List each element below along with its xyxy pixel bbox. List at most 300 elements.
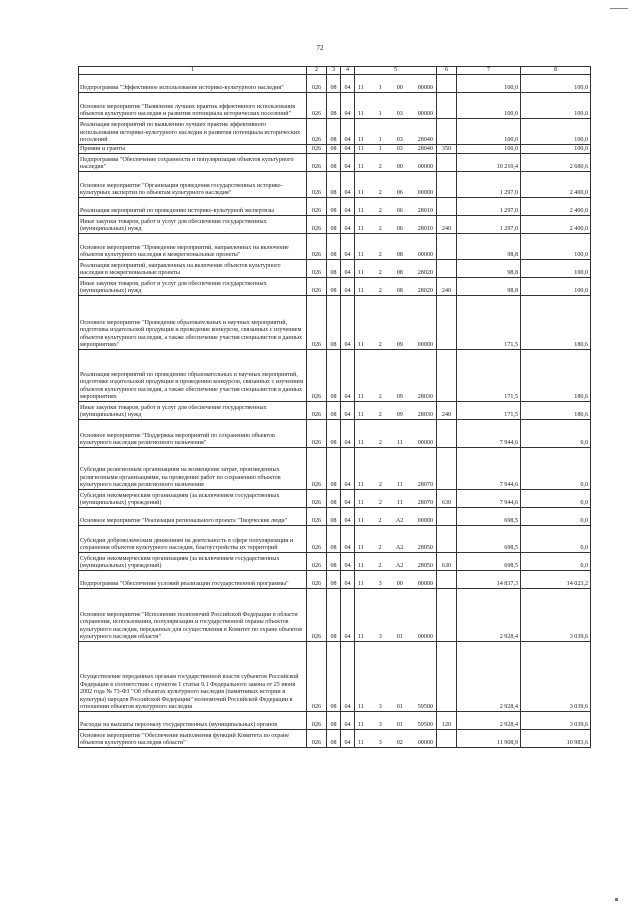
target-article-part: 11 bbox=[358, 440, 364, 446]
cell-ministry-code: 026 bbox=[307, 216, 327, 234]
cell-expense-type bbox=[437, 198, 457, 216]
cell-ministry-code: 026 bbox=[307, 448, 327, 490]
target-article-part: 11 bbox=[358, 394, 364, 400]
cell-expense-type bbox=[437, 93, 457, 119]
target-article-part: 11 bbox=[358, 164, 364, 170]
target-article-part: 2 bbox=[378, 252, 382, 258]
target-article-codes bbox=[356, 164, 435, 171]
cell-expense-type bbox=[437, 75, 457, 93]
target-article-part: А2 bbox=[395, 518, 404, 524]
target-article-codes bbox=[356, 342, 435, 349]
cell-section-code: 08 bbox=[327, 93, 341, 119]
table-row bbox=[79, 119, 591, 145]
target-article-part: 11 bbox=[358, 740, 364, 746]
target-article-part: 00000 bbox=[417, 740, 433, 746]
cell-subsection-code: 04 bbox=[341, 490, 355, 508]
cell-section-code: 08 bbox=[327, 571, 341, 589]
table-row bbox=[79, 278, 591, 296]
table-row bbox=[79, 260, 591, 278]
cell-target-article bbox=[355, 278, 437, 296]
cell-section-code: 08 bbox=[327, 402, 341, 420]
corner-mark bbox=[610, 8, 628, 9]
cell-section-code: 08 bbox=[327, 172, 341, 198]
cell-expense-type bbox=[437, 119, 457, 145]
table-row bbox=[79, 216, 591, 234]
cell-expense-type bbox=[437, 589, 457, 642]
cell-amount-year-2: 2 680,6 bbox=[521, 154, 591, 172]
cell-expense-type bbox=[437, 260, 457, 278]
target-article-codes bbox=[356, 722, 435, 729]
cell-target-article bbox=[355, 526, 437, 553]
target-article-part: 03 bbox=[396, 137, 403, 143]
cell-subsection-code: 04 bbox=[341, 278, 355, 296]
header-col-1: 1 bbox=[79, 67, 307, 75]
cell-amount-year-2: 3 039,6 bbox=[521, 642, 591, 712]
cell-target-article bbox=[355, 350, 437, 402]
cell-subsection-code: 04 bbox=[341, 402, 355, 420]
cell-amount-year-1: 698,5 bbox=[457, 508, 521, 526]
table-row bbox=[79, 508, 591, 526]
cell-subsection-code: 04 bbox=[341, 234, 355, 260]
table-row bbox=[79, 730, 591, 748]
header-col-3: 3 bbox=[327, 67, 341, 75]
target-article-part: 28030 bbox=[417, 412, 433, 418]
table-row bbox=[79, 712, 591, 730]
cell-amount-year-2: 3 039,6 bbox=[521, 589, 591, 642]
cell-amount-year-1: 171,5 bbox=[457, 402, 521, 420]
target-article-part: 00000 bbox=[417, 581, 433, 587]
cell-amount-year-2: 100,0 bbox=[521, 260, 591, 278]
target-article-part: 1 bbox=[378, 111, 382, 117]
cell-section-code: 08 bbox=[327, 490, 341, 508]
target-article-part: 00 bbox=[396, 581, 403, 587]
cell-ministry-code: 026 bbox=[307, 154, 327, 172]
cell-expense-type bbox=[437, 508, 457, 526]
cell-section-code: 08 bbox=[327, 642, 341, 712]
target-article-part: 2 bbox=[378, 394, 382, 400]
target-article-codes bbox=[356, 394, 435, 401]
table-row bbox=[79, 642, 591, 712]
target-article-part: 2 bbox=[378, 563, 382, 569]
cell-target-article bbox=[355, 154, 437, 172]
cell-amount-year-1: 100,0 bbox=[457, 93, 521, 119]
cell-amount-year-2: 0,0 bbox=[521, 490, 591, 508]
cell-amount-year-1: 2 928,4 bbox=[457, 642, 521, 712]
cell-amount-year-1: 698,5 bbox=[457, 526, 521, 553]
target-article-part: 1 bbox=[378, 85, 382, 91]
cell-section-code: 08 bbox=[327, 260, 341, 278]
cell-ministry-code: 026 bbox=[307, 526, 327, 553]
cell-name: Основное мероприятие "Реализация регионального проекта "Творческие люди" bbox=[79, 508, 307, 526]
cell-amount-year-1: 7 944,6 bbox=[457, 448, 521, 490]
cell-subsection-code: 04 bbox=[341, 420, 355, 448]
table-row bbox=[79, 571, 591, 589]
target-article-codes bbox=[356, 634, 435, 641]
cell-target-article bbox=[355, 93, 437, 119]
target-article-part: 11 bbox=[358, 500, 364, 506]
table-row bbox=[79, 75, 591, 93]
cell-target-article bbox=[355, 730, 437, 748]
cell-subsection-code: 04 bbox=[341, 216, 355, 234]
target-article-part: 00000 bbox=[417, 518, 433, 524]
cell-amount-year-1: 100,0 bbox=[457, 119, 521, 145]
target-article-codes bbox=[356, 270, 435, 277]
target-article-part: 1 bbox=[378, 137, 382, 143]
target-article-part: 2 bbox=[378, 500, 382, 506]
cell-amount-year-1: 2 928,4 bbox=[457, 712, 521, 730]
cell-amount-year-1: 14 837,3 bbox=[457, 571, 521, 589]
cell-subsection-code: 04 bbox=[341, 93, 355, 119]
cell-name: Основное мероприятие "Обеспечение выполнения функций Комитета по охране объектов культурного наследия области" bbox=[79, 730, 307, 748]
target-article-part: 01 bbox=[396, 722, 403, 728]
target-article-codes bbox=[356, 146, 435, 153]
cell-subsection-code: 04 bbox=[341, 119, 355, 145]
target-article-part: 09 bbox=[396, 394, 403, 400]
cell-ministry-code: 026 bbox=[307, 93, 327, 119]
cell-ministry-code: 026 bbox=[307, 145, 327, 154]
cell-ministry-code: 026 bbox=[307, 119, 327, 145]
cell-subsection-code: 04 bbox=[341, 642, 355, 712]
cell-subsection-code: 04 bbox=[341, 712, 355, 730]
cell-expense-type bbox=[437, 234, 457, 260]
target-article-part: 3 bbox=[378, 581, 382, 587]
cell-section-code: 08 bbox=[327, 119, 341, 145]
target-article-codes bbox=[356, 740, 435, 747]
header-col-8: 8 bbox=[521, 67, 591, 75]
target-article-part: 11 bbox=[358, 482, 364, 488]
target-article-part: 2 bbox=[378, 545, 382, 551]
target-article-part: 3 bbox=[378, 634, 382, 640]
cell-subsection-code: 04 bbox=[341, 145, 355, 154]
target-article-part: 00000 bbox=[417, 164, 433, 170]
cell-ministry-code: 026 bbox=[307, 75, 327, 93]
cell-amount-year-2: 100,0 bbox=[521, 234, 591, 260]
target-article-part: А2 bbox=[395, 545, 404, 551]
target-article-part: 06 bbox=[396, 190, 403, 196]
cell-amount-year-1: 171,5 bbox=[457, 350, 521, 402]
target-article-codes bbox=[356, 545, 435, 552]
target-article-part: 11 bbox=[358, 252, 364, 258]
header-col-6: 6 bbox=[437, 67, 457, 75]
cell-section-code: 08 bbox=[327, 712, 341, 730]
cell-amount-year-2: 0,0 bbox=[521, 420, 591, 448]
cell-amount-year-2: 10 983,6 bbox=[521, 730, 591, 748]
cell-ministry-code: 026 bbox=[307, 589, 327, 642]
target-article-codes bbox=[356, 518, 435, 525]
cell-amount-year-2: 0,0 bbox=[521, 553, 591, 571]
cell-section-code: 08 bbox=[327, 154, 341, 172]
cell-amount-year-1: 100,0 bbox=[457, 145, 521, 154]
target-article-part: 28070 bbox=[417, 482, 433, 488]
target-article-part: 11 bbox=[358, 518, 364, 524]
cell-target-article bbox=[355, 402, 437, 420]
cell-section-code: 08 bbox=[327, 553, 341, 571]
table-row bbox=[79, 402, 591, 420]
target-article-part: 2 bbox=[378, 164, 382, 170]
target-article-part: 00 bbox=[396, 164, 403, 170]
target-article-part: 28070 bbox=[417, 500, 433, 506]
cell-expense-type: 240 bbox=[437, 402, 457, 420]
table-row bbox=[79, 296, 591, 350]
cell-expense-type bbox=[437, 571, 457, 589]
target-article-codes bbox=[356, 440, 435, 447]
target-article-part: 11 bbox=[358, 190, 364, 196]
header-col-4: 4 bbox=[341, 67, 355, 75]
cell-expense-type: 630 bbox=[437, 490, 457, 508]
target-article-part: 00000 bbox=[417, 634, 433, 640]
target-article-part: 00000 bbox=[417, 440, 433, 446]
target-article-part: 2 bbox=[378, 288, 382, 294]
cell-subsection-code: 04 bbox=[341, 260, 355, 278]
target-article-part: 11 bbox=[358, 545, 364, 551]
target-article-part: 28010 bbox=[417, 226, 433, 232]
target-article-part: 2 bbox=[378, 440, 382, 446]
target-article-part: 11 bbox=[358, 226, 364, 232]
cell-subsection-code: 04 bbox=[341, 589, 355, 642]
target-article-part: 2 bbox=[378, 342, 382, 348]
cell-amount-year-1: 11 908,9 bbox=[457, 730, 521, 748]
target-article-part: 06 bbox=[396, 208, 403, 214]
table-row bbox=[79, 553, 591, 571]
target-article-part: 00 bbox=[396, 85, 403, 91]
cell-target-article bbox=[355, 553, 437, 571]
target-article-part: 02 bbox=[396, 740, 403, 746]
target-article-part: 11 bbox=[396, 500, 403, 506]
cell-expense-type: 120 bbox=[437, 712, 457, 730]
table-row bbox=[79, 448, 591, 490]
target-article-part: 11 bbox=[358, 111, 364, 117]
target-article-part: 2 bbox=[378, 482, 382, 488]
target-article-part: А2 bbox=[395, 563, 404, 569]
cell-amount-year-2: 100,0 bbox=[521, 145, 591, 154]
cell-ministry-code: 026 bbox=[307, 350, 327, 402]
cell-section-code: 08 bbox=[327, 420, 341, 448]
cell-name: Реализация мероприятий по выявлению лучших практик эффективного использования историко-культурного наследия и развития потенциала исторических поселений bbox=[79, 119, 307, 145]
target-article-part: 11 bbox=[358, 412, 364, 418]
target-article-part: 59500 bbox=[417, 704, 433, 710]
table-row bbox=[79, 198, 591, 216]
cell-subsection-code: 04 bbox=[341, 154, 355, 172]
cell-target-article bbox=[355, 260, 437, 278]
table-row bbox=[79, 490, 591, 508]
table-row bbox=[79, 154, 591, 172]
target-article-codes bbox=[356, 190, 435, 197]
cell-amount-year-1: 1 297,0 bbox=[457, 172, 521, 198]
cell-expense-type bbox=[437, 526, 457, 553]
target-article-part: 01 bbox=[396, 704, 403, 710]
target-article-part: 11 bbox=[358, 85, 364, 91]
cell-amount-year-1: 98,8 bbox=[457, 278, 521, 296]
cell-subsection-code: 04 bbox=[341, 571, 355, 589]
cell-amount-year-2: 2 400,0 bbox=[521, 198, 591, 216]
target-article-part: 09 bbox=[396, 342, 403, 348]
cell-amount-year-1: 1 297,0 bbox=[457, 198, 521, 216]
target-article-part: 28040 bbox=[417, 146, 433, 152]
header-col-7: 7 bbox=[457, 67, 521, 75]
cell-target-article bbox=[355, 234, 437, 260]
cell-ministry-code: 026 bbox=[307, 296, 327, 350]
target-article-codes bbox=[356, 500, 435, 507]
header-col-2: 2 bbox=[307, 67, 327, 75]
target-article-part: 00000 bbox=[417, 190, 433, 196]
target-article-part: 28050 bbox=[417, 545, 433, 551]
cell-name: Основное мероприятие "Проведение образовательных и научных мероприятий, подготовка издательской продукции и проведение конкурсов, связанных с изучением объектов культурного наследия, а также обеспечение участия специалистов в данных мероприятиях" bbox=[79, 296, 307, 350]
cell-amount-year-2: 100,0 bbox=[521, 75, 591, 93]
cell-subsection-code: 04 bbox=[341, 350, 355, 402]
cell-name: Субсидии некоммерческим организациям (за исключением государственных (муниципальных) учреждений) bbox=[79, 490, 307, 508]
target-article-part: 28020 bbox=[417, 288, 433, 294]
margin-tick bbox=[615, 898, 618, 901]
target-article-part: 59500 bbox=[417, 722, 433, 728]
cell-section-code: 08 bbox=[327, 278, 341, 296]
cell-ministry-code: 026 bbox=[307, 553, 327, 571]
cell-expense-type bbox=[437, 420, 457, 448]
cell-target-article bbox=[355, 216, 437, 234]
table-row bbox=[79, 234, 591, 260]
cell-section-code: 08 bbox=[327, 526, 341, 553]
cell-amount-year-1: 7 944,6 bbox=[457, 490, 521, 508]
cell-name: Подпрограмма "Эффективное использование историко-культурного наследия" bbox=[79, 75, 307, 93]
target-article-part: 03 bbox=[396, 146, 403, 152]
cell-expense-type bbox=[437, 172, 457, 198]
target-article-part: 28020 bbox=[417, 270, 433, 276]
table-row bbox=[79, 350, 591, 402]
target-article-codes bbox=[356, 226, 435, 233]
cell-section-code: 08 bbox=[327, 216, 341, 234]
cell-name: Реализация мероприятий по проведению историко-культурной экспертизы bbox=[79, 198, 307, 216]
cell-ministry-code: 026 bbox=[307, 198, 327, 216]
cell-name: Иные закупки товаров, работ и услуг для обеспечения государственных (муниципальных) нужд bbox=[79, 402, 307, 420]
cell-target-article bbox=[355, 712, 437, 730]
cell-name: Иные закупки товаров, работ и услуг для обеспечения государственных (муниципальных) нужд bbox=[79, 216, 307, 234]
target-article-part: 2 bbox=[378, 270, 382, 276]
cell-target-article bbox=[355, 75, 437, 93]
target-article-part: 11 bbox=[358, 581, 364, 587]
cell-ministry-code: 026 bbox=[307, 642, 327, 712]
cell-section-code: 08 bbox=[327, 234, 341, 260]
cell-section-code: 08 bbox=[327, 448, 341, 490]
target-article-part: 00000 bbox=[417, 85, 433, 91]
target-article-part: 11 bbox=[396, 440, 403, 446]
cell-target-article bbox=[355, 198, 437, 216]
cell-target-article bbox=[355, 589, 437, 642]
cell-subsection-code: 04 bbox=[341, 508, 355, 526]
target-article-codes bbox=[356, 704, 435, 711]
cell-amount-year-2: 3 039,6 bbox=[521, 712, 591, 730]
cell-target-article bbox=[355, 508, 437, 526]
target-article-part: 11 bbox=[358, 704, 364, 710]
cell-expense-type bbox=[437, 730, 457, 748]
target-article-part: 28040 bbox=[417, 137, 433, 143]
cell-expense-type: 240 bbox=[437, 278, 457, 296]
cell-amount-year-1: 1 297,0 bbox=[457, 216, 521, 234]
target-article-codes bbox=[356, 85, 435, 92]
cell-subsection-code: 04 bbox=[341, 296, 355, 350]
cell-section-code: 08 bbox=[327, 350, 341, 402]
target-article-part: 11 bbox=[358, 634, 364, 640]
target-article-part: 00000 bbox=[417, 342, 433, 348]
cell-amount-year-2: 2 400,0 bbox=[521, 172, 591, 198]
cell-expense-type: 350 bbox=[437, 145, 457, 154]
target-article-part: 00000 bbox=[417, 252, 433, 258]
target-article-part: 28030 bbox=[417, 394, 433, 400]
cell-expense-type bbox=[437, 642, 457, 712]
page-number: 72 bbox=[316, 44, 324, 52]
cell-name: Иные закупки товаров, работ и услуг для обеспечения государственных (муниципальных) нужд bbox=[79, 278, 307, 296]
target-article-part: 28050 bbox=[417, 563, 433, 569]
target-article-part: 11 bbox=[358, 137, 364, 143]
target-article-part: 11 bbox=[358, 563, 364, 569]
cell-name: Основное мероприятие "Выявление лучших практик эффективного использования объектов культурного наследия и развития потенциала исторических поселений" bbox=[79, 93, 307, 119]
cell-subsection-code: 04 bbox=[341, 553, 355, 571]
cell-target-article bbox=[355, 119, 437, 145]
target-article-part: 11 bbox=[358, 208, 364, 214]
cell-name: Подпрограмма "Обеспечение сохранности и популяризация объектов культурного наследия" bbox=[79, 154, 307, 172]
cell-amount-year-2: 100,0 bbox=[521, 278, 591, 296]
target-article-part: 28010 bbox=[417, 208, 433, 214]
cell-amount-year-2: 100,0 bbox=[521, 93, 591, 119]
target-article-part: 11 bbox=[358, 342, 364, 348]
cell-name: Основное мероприятие "Проведение мероприятий, направленных на включение объектов культурного наследия в межрегиональные проекты" bbox=[79, 234, 307, 260]
target-article-part: 08 bbox=[396, 288, 403, 294]
cell-amount-year-1: 98,8 bbox=[457, 234, 521, 260]
cell-ministry-code: 026 bbox=[307, 402, 327, 420]
cell-amount-year-2: 14 023,2 bbox=[521, 571, 591, 589]
target-article-part: 01 bbox=[396, 634, 403, 640]
cell-ministry-code: 026 bbox=[307, 730, 327, 748]
cell-name: Осуществление переданных органам государственной власти субъектов Российской Федерации в соответствии с пунктом 1 статьи 9.1 Федерального закона от 25 июня 2002 года № 73-ФЗ "Об объектах культурного наследия (памятниках истории и культуры) народов Российской Федерации" полномочий Российской Федерации в отношении объектов культурного наследия bbox=[79, 642, 307, 712]
cell-amount-year-2: 0,0 bbox=[521, 448, 591, 490]
target-article-codes bbox=[356, 208, 435, 215]
target-article-part: 11 bbox=[358, 288, 364, 294]
cell-subsection-code: 04 bbox=[341, 75, 355, 93]
target-article-part: 2 bbox=[378, 208, 382, 214]
cell-amount-year-2: 0,0 bbox=[521, 526, 591, 553]
cell-section-code: 08 bbox=[327, 589, 341, 642]
cell-amount-year-2: 0,0 bbox=[521, 508, 591, 526]
target-article-codes bbox=[356, 288, 435, 295]
table-row bbox=[79, 93, 591, 119]
cell-amount-year-1: 698,5 bbox=[457, 553, 521, 571]
cell-target-article bbox=[355, 571, 437, 589]
target-article-codes bbox=[356, 482, 435, 489]
target-article-part: 11 bbox=[358, 146, 364, 152]
cell-ministry-code: 026 bbox=[307, 278, 327, 296]
cell-expense-type bbox=[437, 448, 457, 490]
cell-target-article bbox=[355, 448, 437, 490]
cell-amount-year-2: 180,6 bbox=[521, 350, 591, 402]
target-article-codes bbox=[356, 412, 435, 419]
cell-amount-year-1: 10 210,4 bbox=[457, 154, 521, 172]
target-article-part: 3 bbox=[378, 722, 382, 728]
cell-target-article bbox=[355, 420, 437, 448]
target-article-part: 2 bbox=[378, 412, 382, 418]
cell-expense-type bbox=[437, 154, 457, 172]
cell-name: Основное мероприятие "Поддержка мероприятий по сохранению объектов культурного наследия религиозного назначения" bbox=[79, 420, 307, 448]
cell-expense-type bbox=[437, 350, 457, 402]
cell-subsection-code: 04 bbox=[341, 526, 355, 553]
cell-name: Подпрограмма "Обеспечение условий реализации государственной программы" bbox=[79, 571, 307, 589]
table-header-row bbox=[79, 67, 591, 75]
header-col-5: 5 bbox=[355, 67, 437, 75]
cell-section-code: 08 bbox=[327, 296, 341, 350]
cell-amount-year-2: 180,6 bbox=[521, 296, 591, 350]
table-row bbox=[79, 420, 591, 448]
cell-expense-type: 240 bbox=[437, 216, 457, 234]
target-article-codes bbox=[356, 563, 435, 570]
cell-ministry-code: 026 bbox=[307, 260, 327, 278]
cell-target-article bbox=[355, 642, 437, 712]
